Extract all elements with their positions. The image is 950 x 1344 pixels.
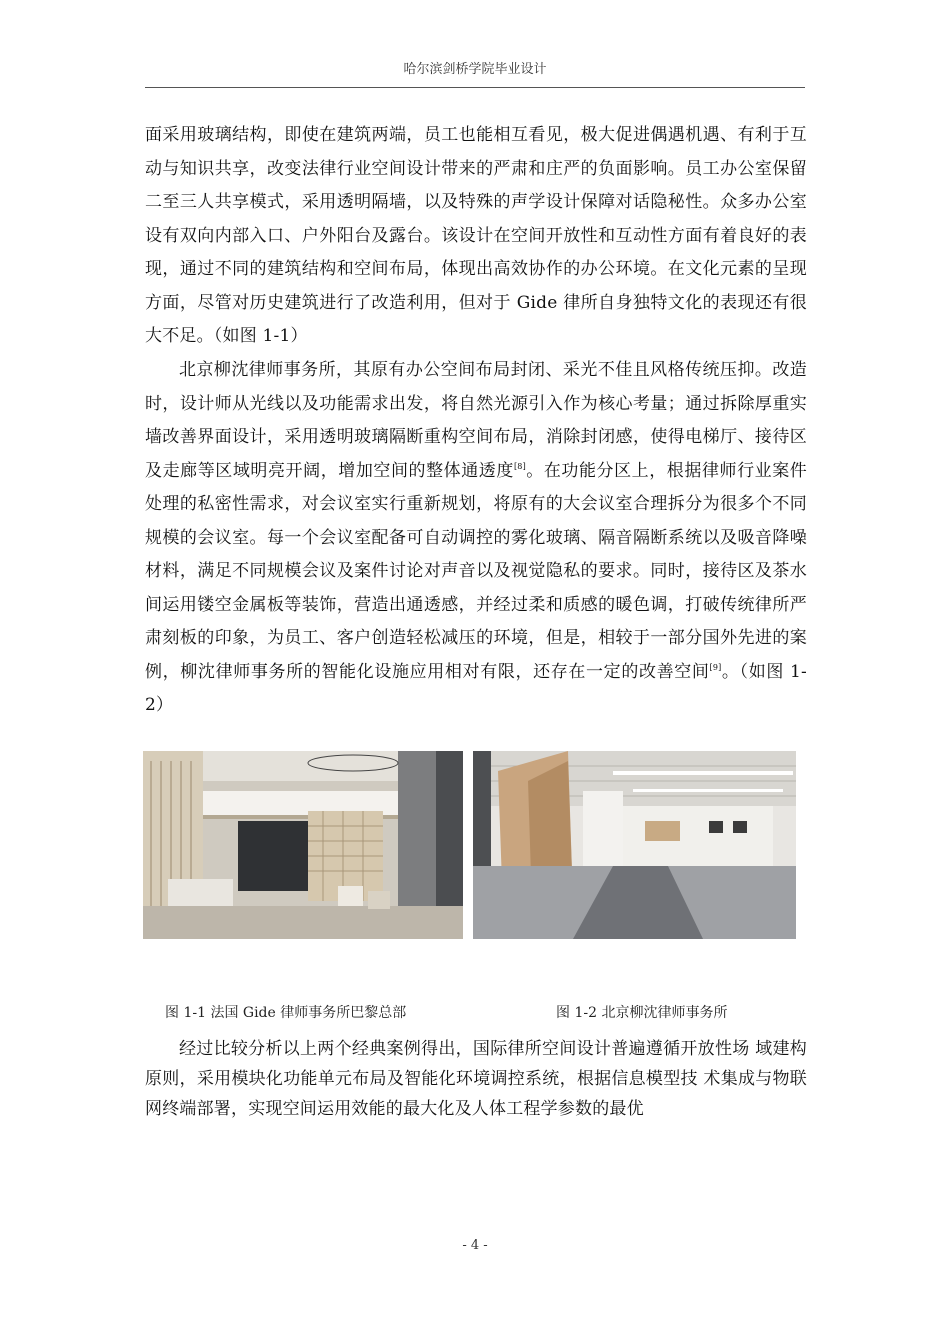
figure-1-1-caption: 图 1-1 法国 Gide 律师事务所巴黎总部 [165, 1005, 407, 1021]
figure-1-2-photo [473, 751, 796, 939]
header-rule [145, 87, 805, 88]
liushen-office-illustration [473, 751, 796, 939]
figure-1-1-photo [143, 751, 463, 939]
paragraph-2-text-b: 。在功能分区上，根据律师行业案件处理的私密性需求，对会议室实行重新规划，将原有的大会议室合理拆分为很多个不同规模的会议室。每一个会议室配备可自动调控的雾化玻璃、隔音隔断系统以及吸音降噪材料，满足不同规模会议及案件讨论对声音以及视觉隐私的要求。同时，接待区及茶水间运用镂空金属板等装饰，营造出通透感，并经过柔和质感的暖色调，打破传统律所严肃刻板的印象，为员工、客户创造轻松减压的环境，但是，相较于一部分国外先进的案例，柳沈律师事务所的智能化设施应用相对有限，还存在一定的改善空间 [145, 460, 807, 682]
paragraph-1: 面采用玻璃结构，即使在建筑两端，员工也能相互看见，极大促进偶遇机遇、有利于互动与知识共享，改变法律行业空间设计带来的严肃和庄严的负面影响。员工办公室保留二至三人共享模式，采用透明隔墙，以及特殊的声学设计保障对话隐秘性。众多办公室设有双向内部入口、户外阳台及露台。该设计在空间开放性和互动性方面有着良好的表现，通过不同的建筑结构和空间布局，体现出高效协作的办公环境。在文化元素的呈现方面，尽管对历史建筑进行了改造利用，但对于 Gide 律所自身独特文化的表现还有很大不足。（如图 1-1） [145, 125, 807, 346]
page-number: - 4 - [462, 1238, 488, 1253]
paragraph-2-text-a: 北京柳沈律师事务所，其原有办公空间布局封闭、采光不佳且风格传统压抑。改造时，设计师从光线以及功能需求出发，将自然光源引入作为核心考量；通过拆除厚重实墙改善界面设计，采用透明玻璃隔断重构空间布局，消除封闭感，使得电梯厅、接待区及走廊等区域明亮开阔，增加空间的整体通透度 [145, 360, 807, 481]
paragraph-2 [145, 354, 807, 723]
citation-8: [8] [513, 461, 526, 471]
figure-1-2-caption: 图 1-2 北京柳沈律师事务所 [556, 1005, 728, 1021]
gide-lobby-illustration [143, 751, 463, 939]
page-header: 哈尔滨剑桥学院毕业设计 [403, 62, 547, 77]
paragraph-2-text-c: 。（如图 1-2） [145, 661, 807, 715]
paragraph-3: 经过比较分析以上两个经典案例得出，国际律所空间设计普遍遵循开放性场 域建构原则，采用模块化功能单元布局及智能化环境调控系统，根据信息模型技 术集成与物联网终端部署，实现空间运用效能的最大化及人体工程学参数的最优 [145, 1039, 807, 1119]
citation-9: [9] [709, 662, 722, 672]
